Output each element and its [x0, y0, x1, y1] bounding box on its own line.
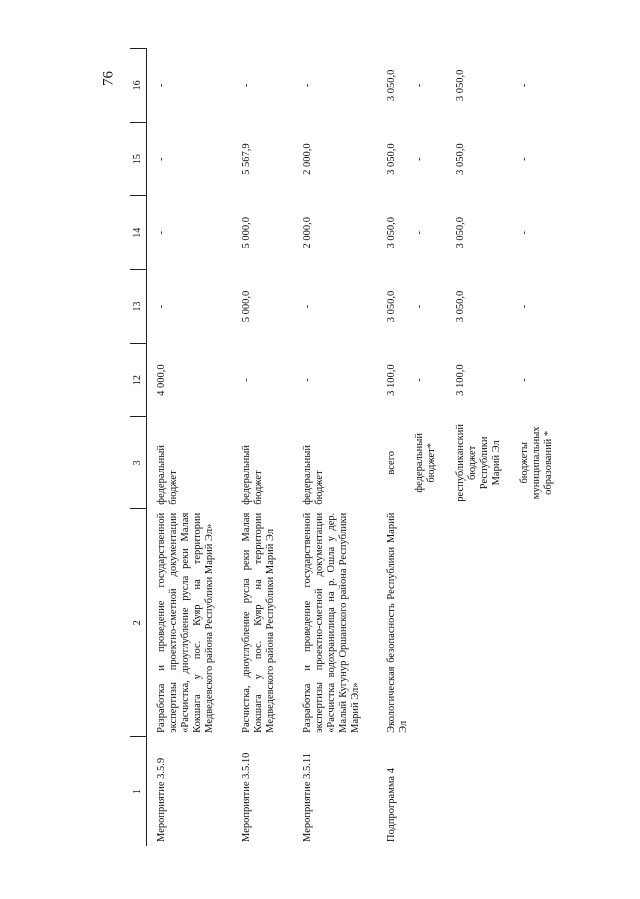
subprogram-value: 3 050,0 [386, 69, 398, 102]
subprogram-source: бюджеты муниципальных образований * [518, 426, 554, 500]
row-value: - [240, 378, 252, 382]
subprogram-value: - [414, 378, 426, 382]
subprogram-value: 3 050,0 [454, 217, 466, 249]
table-row [232, 49, 293, 847]
row-source: федеральный бюджет [155, 445, 179, 505]
row-value: - [302, 378, 313, 382]
row-value: - [240, 83, 252, 88]
subprogram-value: 3 050,0 [454, 69, 466, 102]
row-name: Расчистка, дноуглубление русла реки Малая Кокшага у пос. Куяр на территории Медведевского района Республики Марий Эл [240, 512, 276, 733]
subprogram-name: Экологическая безопасность Республики Марий Эл [386, 512, 410, 733]
row-id: Мероприятие 3.5.9 [155, 757, 167, 842]
subprogram-row [378, 49, 406, 847]
table-row [293, 49, 378, 847]
subprogram-source: республиканский бюджет Республики Марий Эл [454, 423, 502, 502]
budget-table [130, 48, 563, 846]
subprogram-value: - [518, 157, 530, 161]
header-cell: 3 [130, 417, 146, 509]
row-value: - [302, 304, 313, 309]
subprogram-id: Подпрограмма 4 [386, 768, 398, 842]
subprogram-value: - [518, 231, 530, 235]
page-number: 76 [100, 71, 117, 86]
header-row [130, 49, 146, 847]
row-value: 2 000,0 [302, 217, 313, 249]
subprogram-value: - [414, 157, 426, 161]
subprogram-value: 3 050,0 [386, 290, 398, 323]
header-cell: 12 [130, 343, 146, 417]
subprogram-source: федеральный бюджет* [414, 433, 438, 493]
row-name: Разработка и проведение государственной экспертизы проектно-сметной документации «Расчистка, дноуглубление русла реки Малая Кокшага у пос. Куяр на территории Медведевского района Республики Марий Эл» [155, 512, 215, 733]
header-cell: 1 [130, 737, 146, 846]
row-value: 4 000,0 [155, 364, 167, 396]
subprogram-value: 3 100,0 [454, 364, 466, 396]
row-value: - [155, 304, 167, 309]
subprogram-source: всего [386, 451, 398, 475]
header-cell: 15 [130, 122, 146, 196]
rotated-table-container [130, 48, 620, 846]
header-cell: 2 [130, 509, 146, 737]
row-source: федеральный бюджет [302, 445, 326, 505]
row-value: - [155, 83, 167, 88]
row-value: - [302, 83, 313, 88]
subprogram-value: - [518, 83, 530, 88]
row-value: 5 567,9 [240, 143, 252, 175]
row-value: - [155, 157, 167, 161]
row-value: - [155, 231, 167, 235]
subprogram-value: - [414, 231, 426, 235]
subprogram-value: 3 100,0 [386, 364, 398, 396]
row-value: 5 000,0 [240, 290, 252, 323]
subprogram-value: 3 050,0 [386, 143, 398, 175]
subprogram-value: 3 050,0 [454, 143, 466, 175]
header-cell: 14 [130, 196, 146, 270]
row-source: федеральный бюджет [240, 445, 264, 505]
subprogram-value: - [518, 378, 530, 382]
subprogram-value: - [518, 304, 530, 309]
subprogram-value: 3 050,0 [386, 217, 398, 249]
subprogram-value: - [414, 304, 426, 309]
row-name: Разработка и проведение государственной экспертизы проектно-сметной документации «Расчистка водохранилища на р. Ошла у дер. Малый Кугунур Оршанского района Республики Марий Эл» [302, 512, 362, 733]
subprogram-value: - [414, 83, 426, 88]
header-cell: 13 [130, 270, 146, 344]
subprogram-value: 3 050,0 [454, 290, 466, 323]
row-id: Мероприятие 3.5.11 [302, 752, 313, 842]
row-value: 5 000,0 [240, 217, 252, 249]
header-cell: 16 [130, 49, 146, 123]
row-value: 2 000,0 [302, 143, 313, 175]
row-id: Мероприятие 3.5.10 [240, 752, 252, 842]
table-row [146, 49, 232, 847]
